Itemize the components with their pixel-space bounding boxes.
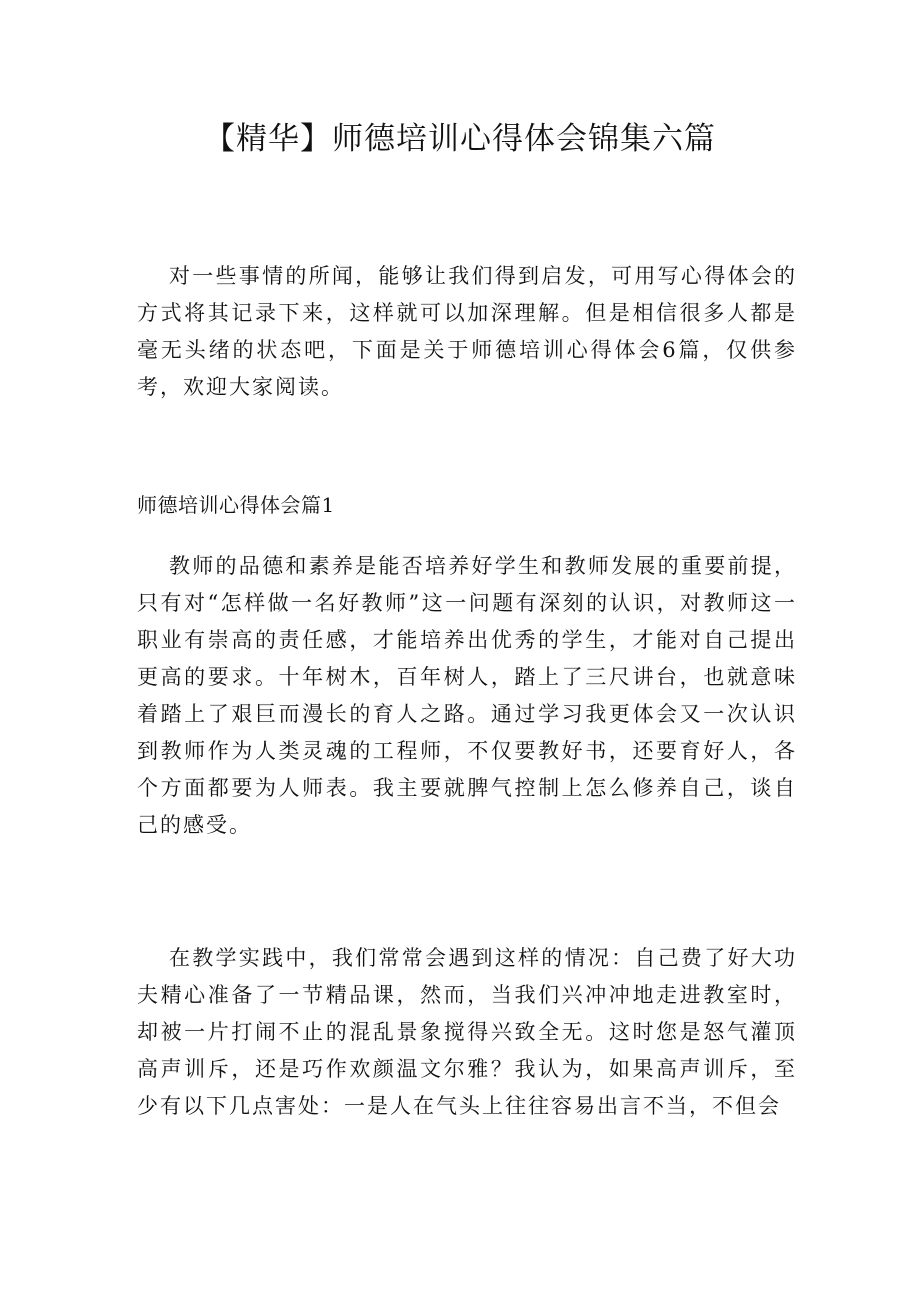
body-paragraph: 教师的品德和素养是能否培养好学生和教师发展的重要前提，只有对“怎样做一名好教师”这一问题有深刻的认识，对教师这一职业有崇高的责任感，才能培养出优秀的学生，才能对自己提出更高的要求。十年树木，百年树人，踏上了三尺讲台，也就意味着踏上了艰巨而漫长的育人之路。通过学习我更体会又一次认识到教师作为人类灵魂的工程师，不仅要教好书，还要育好人，各个方面都要为人师表。我主要就脾气控制上怎么修养自己，谈自己的感受。 xyxy=(137,554,797,837)
section-heading: 师德培训心得体会篇1 xyxy=(137,493,335,517)
intro-paragraph: 对一些事情的所闻，能够让我们得到启发，可用写心得体会的方式将其记录下来，这样就可以加深理解。但是相信很多人都是毫无头绪的状态吧，下面是关于师德培训心得体会6篇，仅供参考，欢迎大家阅读。 xyxy=(137,264,797,399)
document-title: 【精华】师德培训心得体会锦集六篇 xyxy=(204,121,716,157)
body-paragraph: 在教学实践中，我们常常会遇到这样的情况：自己费了好大功夫精心准备了一节精品课，然而，当我们兴冲冲地走进教室时，却被一片打闹不止的混乱景象搅得兴致全无。这时您是怒气灌顶高声训斥，还是巧作欢颜温文尔雅？我认为，如果高声训斥，至少有以下几点害处：一是人在气头上往往容易出言不当，不但会 xyxy=(137,946,797,1118)
